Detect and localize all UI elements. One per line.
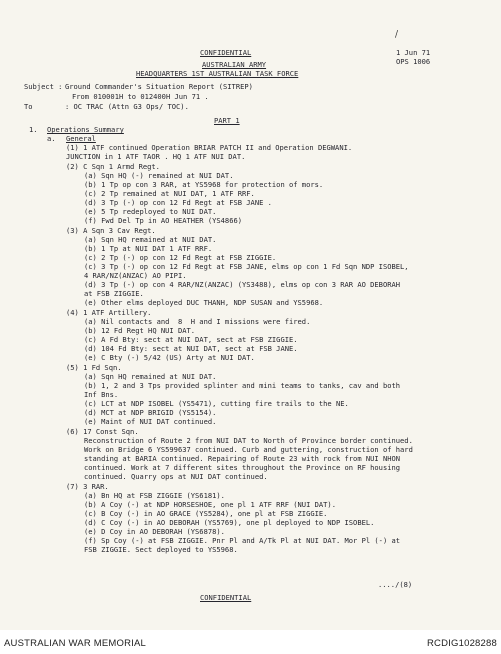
classification-bottom: CONFIDENTIAL — [200, 593, 252, 602]
to-value: : OC TRAC (Attn G3 Ops/ TOC). — [65, 102, 189, 111]
subject-label: Subject : — [24, 82, 63, 91]
subsection-letter: a. — [47, 134, 56, 143]
body-line: (a) Sqn HQ remained at NUI DAT. — [84, 372, 217, 381]
to-label: To — [24, 102, 33, 111]
section-number: 1. — [29, 125, 38, 134]
unit-heading: (5) 1 Fd Sqn. — [66, 363, 122, 372]
unit-heading: (3) A Sqn 3 Cav Regt. — [66, 226, 156, 235]
body-line: (d) 3 Tp (-) op con 12 Fd Regt at FSB JANE . — [84, 198, 272, 207]
body-line: (b) 1 Tp op con 3 RAR, at YS5968 for protection of mors. — [84, 180, 324, 189]
subject-line-1: Ground Commander's Situation Report (SITREP) — [65, 82, 253, 91]
body-line: 4 RAR/NZ(ANZAC) AO PIPI. — [84, 271, 187, 280]
footer-source: AUSTRALIAN WAR MEMORIAL — [4, 638, 147, 649]
body-line: continued. Work at 7 different sites throughout the Province on RF housing — [84, 463, 401, 472]
body-line: at FSB ZIGGIE. — [84, 289, 144, 298]
ops-number: OPS 1006 — [396, 57, 431, 66]
archive-footer — [0, 630, 501, 654]
body-line: (e) D Coy in AO DEBORAH (YS6878). — [84, 527, 225, 536]
body-line: (c) 2 Tp (-) op con 12 Fd Regt at FSB ZIGGIE. — [84, 253, 277, 262]
body-line: (b) 12 Fd Regt HQ NUI DAT. — [84, 326, 196, 335]
footer-reference: RCDIG1028288 — [427, 638, 497, 649]
body-line: Inf Bns. — [84, 390, 119, 399]
handwritten-mark: / — [395, 30, 399, 40]
body-line: (b) 1 Tp at NUI DAT 1 ATF RRF. — [84, 244, 213, 253]
body-line: (d) 3 Tp (-) op con 4 RAR/NZ(ANZAC) (YS3488), elms op con 3 RAR AO DEBORAH — [84, 280, 401, 289]
body-line: (e) 5 Tp redeployed to NUI DAT. — [84, 207, 217, 216]
body-line: (a) Sqn HQ remained at NUI DAT. — [84, 235, 217, 244]
body-line: (1) 1 ATF continued Operation BRIAR PATCH II and Operation DEGWANI. — [66, 143, 353, 152]
body-line: FSB ZIGGIE. Sect deployed to YS5968. — [84, 545, 238, 554]
body-line: (a) Sqn HQ (-) remained at NUI DAT. — [84, 171, 234, 180]
subsection-title: General — [66, 134, 96, 143]
body-line: (b) 1, 2 and 3 Tps provided splinter and mini teams to tanks, cav and both — [84, 381, 401, 390]
body-line: (d) C Coy (-) in AO DEBORAH (YS5769), one pl deployed to NDP ISOBEL. — [84, 518, 375, 527]
body-line: JUNCTION in 1 ATF TAOR . HQ 1 ATF NUI DAT. — [66, 152, 246, 161]
headquarters-heading: HEADQUARTERS 1ST AUSTRALIAN TASK FORCE — [136, 69, 299, 78]
part-heading: PART 1 — [214, 116, 240, 125]
unit-heading: (6) 17 Const Sqn. — [66, 427, 139, 436]
body-line: (c) A Fd Bty: sect at NUI DAT, sect at FSB ZIGGIE. — [84, 335, 298, 344]
body-line: (c) LCT at NDP ISOBEL (YS5471), cutting fire trails to the NE. — [84, 399, 349, 408]
body-line: (a) Nil contacts and 8 H and I missions were fired. — [84, 317, 311, 326]
body-line: (f) Sp Coy (-) at FSB ZIGGIE. Pnr Pl and A/Tk Pl at NUI DAT. Mor Pl (-) at — [84, 536, 401, 545]
body-line: (a) Bn HQ at FSB ZIGGIE (YS6181). — [84, 491, 225, 500]
army-heading: AUSTRALIAN ARMY — [202, 60, 267, 69]
classification-top: CONFIDENTIAL — [200, 48, 252, 57]
body-line: (b) A Coy (-) at NDP HORSESHOE, one pl 1 ATF RRF (NUI DAT). — [84, 500, 336, 509]
body-line: (c) 2 Tp remained at NUI DAT, 1 ATF RRF. — [84, 189, 255, 198]
body-line: (d) MCT at NDP BRIGID (YS5154). — [84, 408, 217, 417]
body-line: (c) 3 Tp (-) op con 12 Fd Regt at FSB JANE, elms op con 1 Fd Sqn NDP ISOBEL, — [84, 262, 409, 271]
body-line: (e) Other elms deployed DUC THANH, NDP SUSAN and YS5968. — [84, 298, 324, 307]
body-line: Work on Bridge 6 YS599637 continued. Curb and guttering, construction of hard — [84, 445, 413, 454]
body-line: (f) Fwd Del Tp in AO HEATHER (YS4866) — [84, 216, 243, 225]
body-line: (e) C Bty (-) 5/42 (US) Arty at NUI DAT. — [84, 353, 255, 362]
continuation-marker: ..../(8) — [378, 580, 413, 589]
unit-heading: (2) C Sqn 1 Armd Regt. — [66, 162, 160, 171]
document-date: 1 Jun 71 — [396, 48, 431, 57]
body-line: (e) Maint of NUI DAT continued. — [84, 417, 217, 426]
body-line: (d) 104 Fd Bty: sect at NUI DAT, sect at FSB JANE. — [84, 344, 298, 353]
subject-line-2: From 010001H to 012400H Jun 71 . — [72, 92, 209, 101]
body-line: standing at BARIA continued. Repairing of Route 23 with rock from NUI NHON — [84, 454, 401, 463]
body-line: (c) B Coy (-) in AO GRACE (YS5284), one pl at FSB ZIGGIE. — [84, 509, 328, 518]
body-line: Reconstruction of Route 2 from NUI DAT to North of Province border continued. — [84, 436, 413, 445]
unit-heading: (7) 3 RAR. — [66, 482, 109, 491]
unit-heading: (4) 1 ATF Artillery. — [66, 308, 152, 317]
body-line: continued. Quarry ops at NUI DAT continued. — [84, 472, 268, 481]
section-title: Operations Summary — [47, 125, 124, 134]
